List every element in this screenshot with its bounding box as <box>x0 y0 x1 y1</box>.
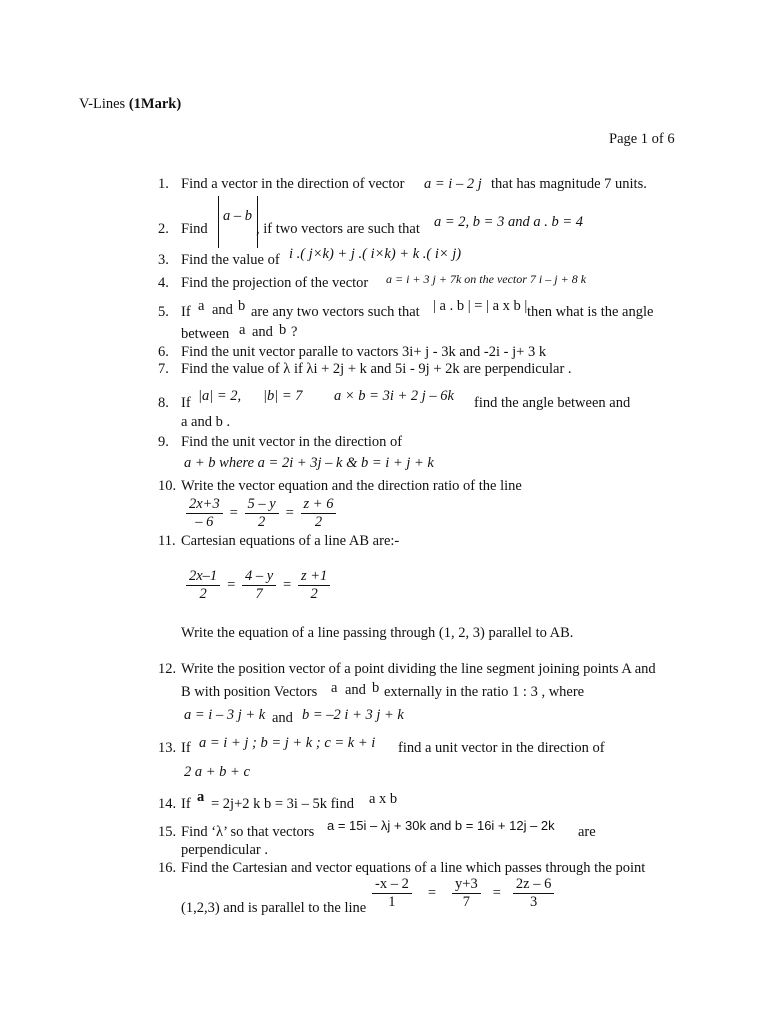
q9-math: a + b where a = 2i + 3j – k & b = i + j + k <box>184 455 434 471</box>
page-number: Page 1 of 6 <box>609 131 675 147</box>
q8-math: a × b = 3i + 2 j – 6k <box>334 388 454 404</box>
q16-equation: $\frac{-x - 2}{1}$ = $\frac{y+3}{7}$ = $\frac{2z - 6}{3}$ <box>370 876 556 911</box>
q15-math: a = 15i – λj + 30k and b = 16i + 12j – 2k <box>327 818 555 833</box>
vector-a-bold: a <box>197 789 205 805</box>
q14-math: a x b <box>369 791 398 807</box>
q5-math: | a . b | = | a x b | <box>433 298 528 314</box>
q2-math: a = 2, b = 3 and a . b = 4 <box>434 214 583 230</box>
q10-equation: $\frac{2x+3}{- 6}$ = $\frac{5 - y}{2}$ = $\frac{z + 6}{2}$ <box>184 496 338 531</box>
q4-math: a = i + 3 j + 7k on the vector 7 i – j + 8 k <box>386 272 587 286</box>
q13-math: a = i + j ; b = j + k ; c = k + i <box>199 735 376 751</box>
title-marks: (1Mark) <box>128 96 182 112</box>
document-title: V-Lines (1Mark) <box>79 96 182 112</box>
q2-determinant: a – b <box>218 196 258 248</box>
q3-math: i .( j×k) + j .( i×k) + k .( i× j) <box>289 246 462 262</box>
q11-equation: $\frac{2x-1}{2}$ = $\frac{4 - y}{7}$ = $\frac{z +1}{2}$ <box>184 568 332 603</box>
q1-math: a = i – 2 j <box>424 176 482 192</box>
